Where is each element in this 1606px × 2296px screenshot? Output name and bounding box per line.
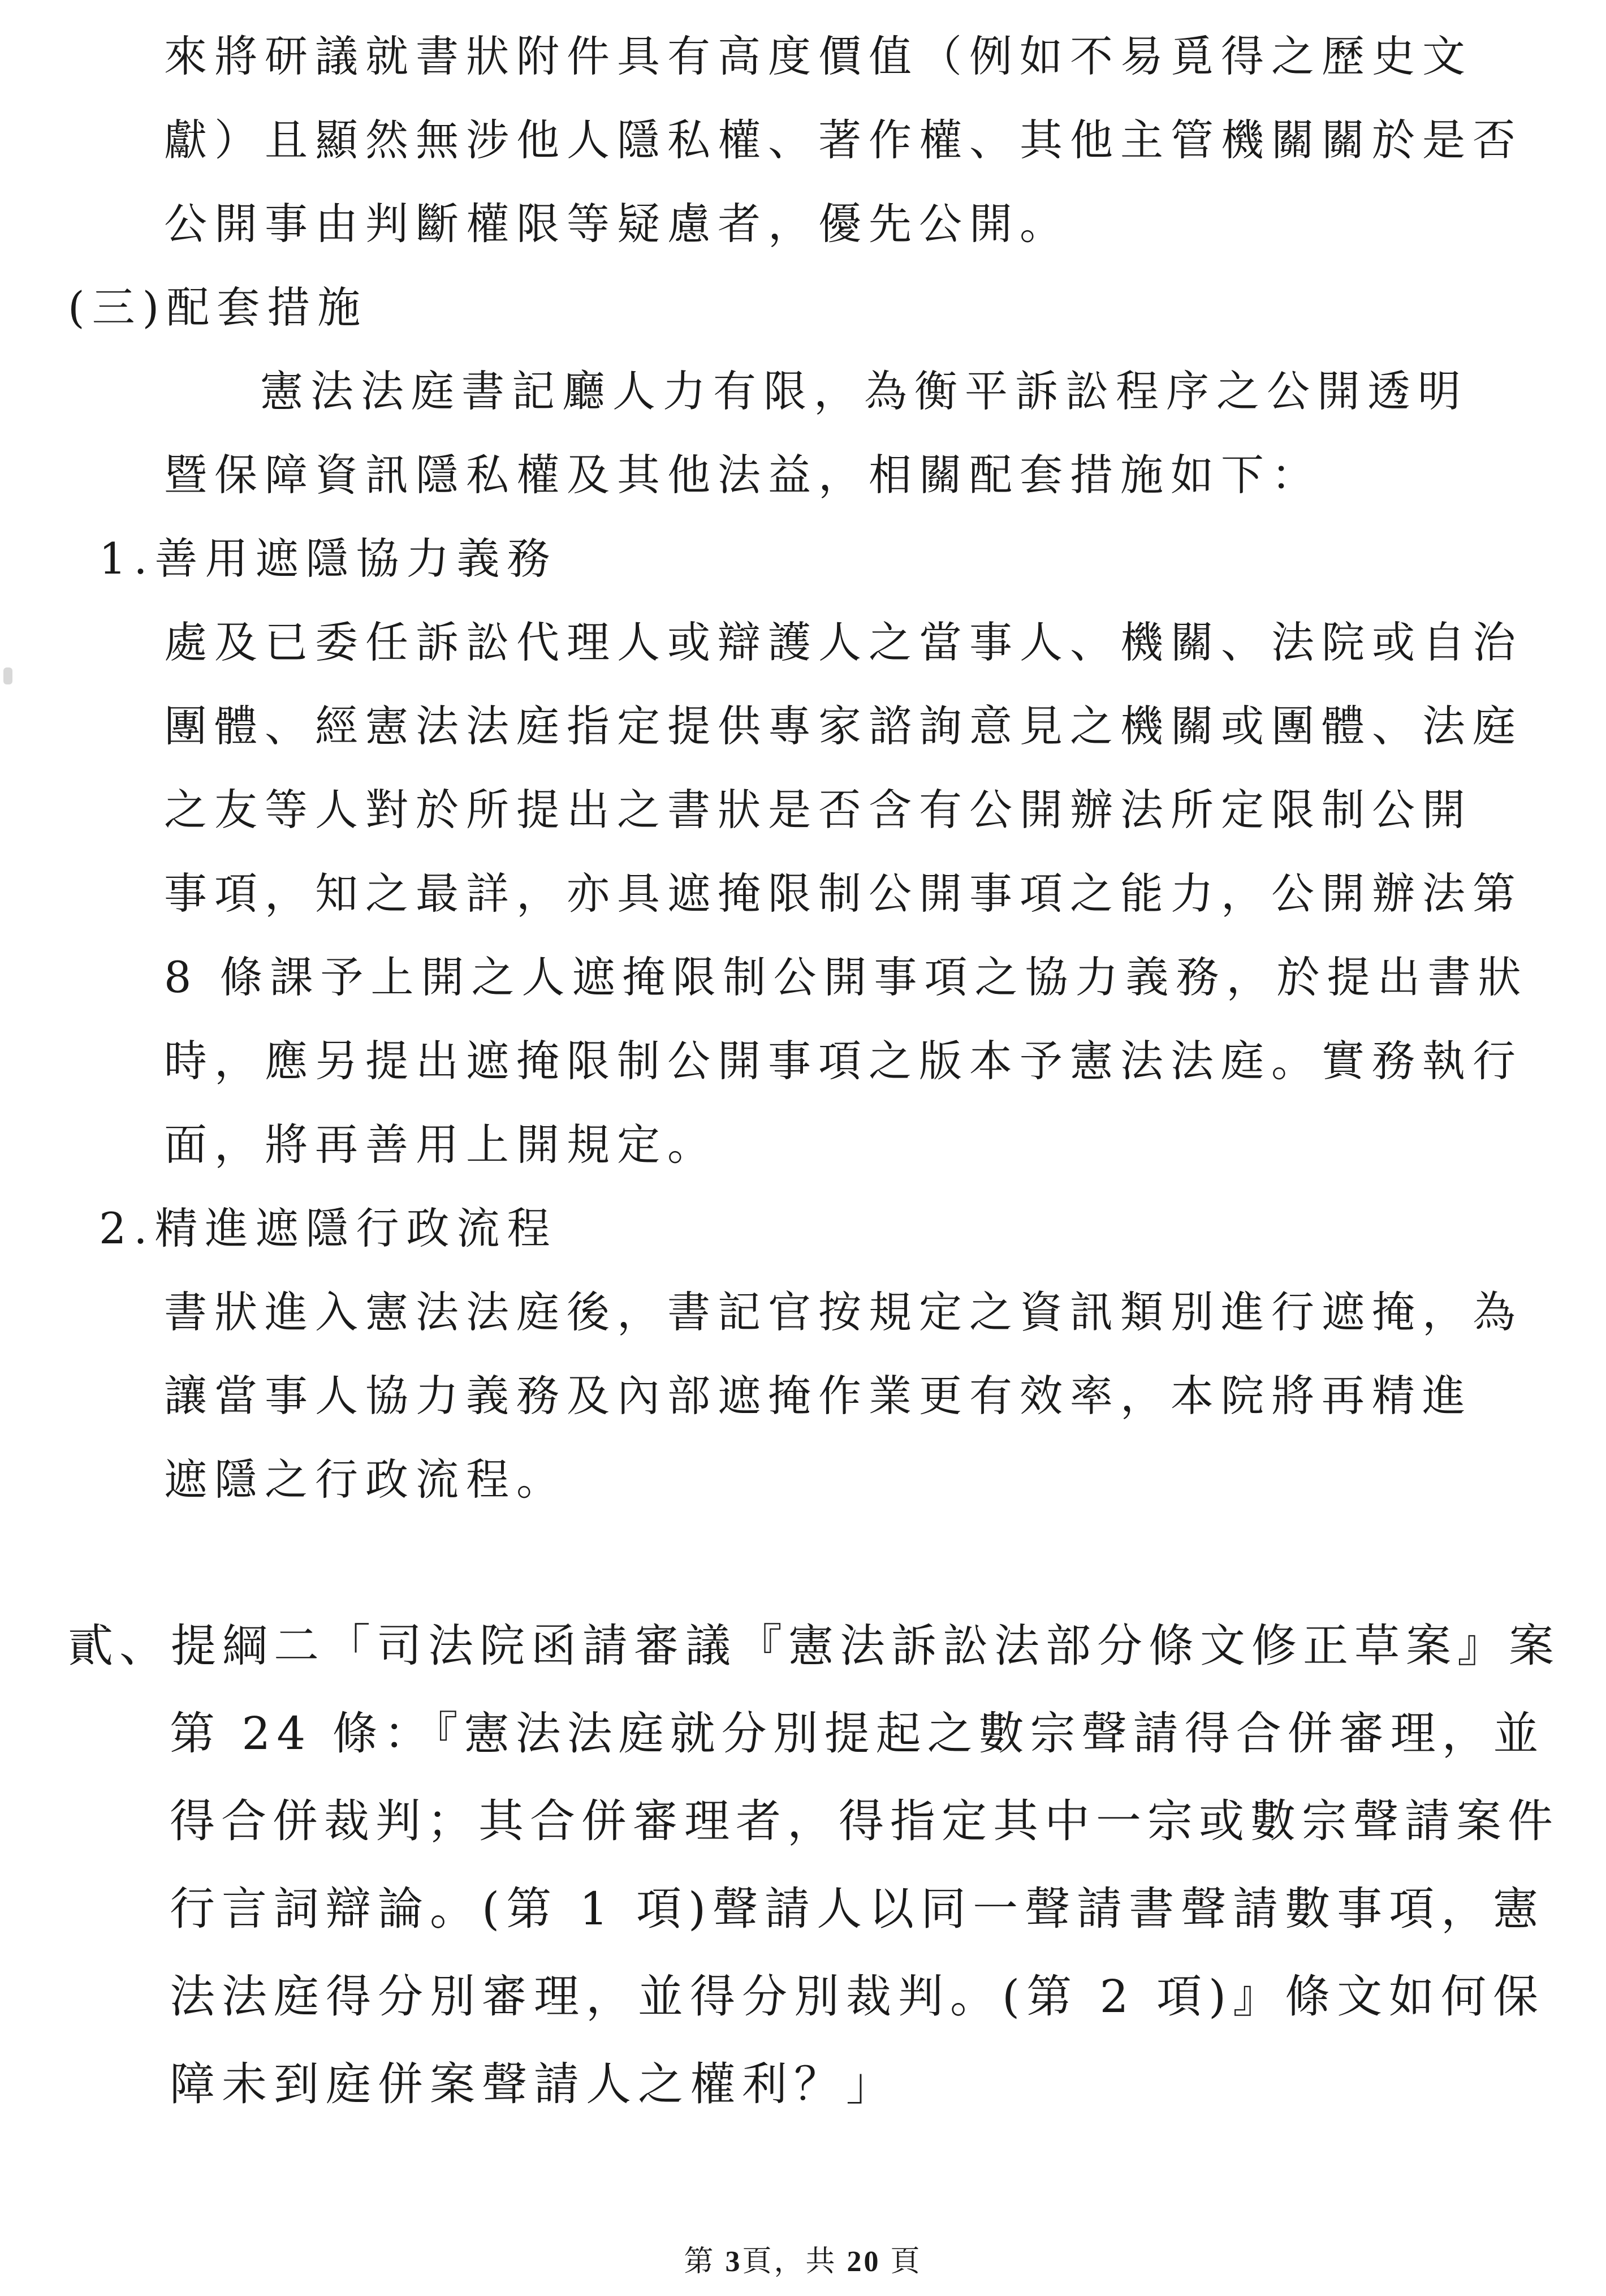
chapter-line: 得合併裁判；其合併審理者，得指定其中一宗或數宗聲請案件 (170, 1795, 1559, 1847)
body-line: 獻）且顯然無涉他人隱私權、著作權、其他主管機關關於是否 (164, 115, 1523, 165)
page-number-prefix: 第 (684, 2246, 726, 2278)
body-line: 讓當事人協力義務及內部遮掩作業更有效率，本院將再精進 (164, 1371, 1473, 1421)
item-heading: 2.精進遮隱行政流程 (99, 1203, 558, 1253)
current-page: 3 (725, 2246, 742, 2278)
body-line: 公開事由判斷權限等疑慮者，優先公開。 (164, 199, 1070, 249)
body-line: 時，應另提出遮掩限制公開事項之版本予憲法法庭。實務執行 (164, 1036, 1523, 1086)
body-line: 8 條課予上開之人遮掩限制公開事項之協力義務，於提出書狀 (164, 952, 1529, 1002)
body-line: 暨保障資訊隱私權及其他法益，相關配套措施如下： (164, 450, 1322, 500)
chapter-line: 行言詞辯論。(第 1 項)聲請人以同一聲請書聲請數事項，憲 (170, 1883, 1545, 1935)
body-line: 團體、經憲法法庭指定提供專家諮詢意見之機關或團體、法庭 (164, 701, 1523, 751)
section-heading: (三)配套措施 (68, 282, 368, 333)
body-line: 之友等人對於所提出之書狀是否含有公開辦法所定限制公開 (164, 785, 1473, 835)
body-line: 面，將再善用上開規定。 (164, 1119, 718, 1170)
chapter-line: 障未到庭併案聲請人之權利？」 (170, 2058, 898, 2110)
item-heading: 1.善用遮隱協力義務 (99, 533, 558, 584)
body-line: 處及已委任訴訟代理人或辯護人之當事人、機關、法院或自治 (164, 617, 1523, 667)
body-line: 書狀進入憲法法庭後，書記官按規定之資訊類別進行遮掩，為 (164, 1287, 1523, 1337)
body-line: 事項，知之最詳，亦具遮掩限制公開事項之能力，公開辦法第 (164, 868, 1523, 919)
chapter-line: 第 24 條：『憲法法庭就分別提起之數宗聲請得合併審理，並 (170, 1707, 1545, 1760)
chapter-line: 法法庭得分別審理，並得分別裁判。(第 2 項)』條文如何保 (170, 1970, 1545, 2023)
page-number (0, 2237, 1606, 2280)
page-number-middle: 頁，共 (742, 2246, 847, 2278)
scan-speck (3, 667, 12, 684)
total-pages: 20 (847, 2246, 881, 2278)
body-line: 憲法法庭書記廳人力有限，為衡平訴訟程序之公開透明 (260, 366, 1468, 416)
body-line: 來將研議就書狀附件具有高度價值（例如不易覓得之歷史文 (164, 31, 1473, 81)
page-number-suffix: 頁 (880, 2246, 922, 2278)
body-line: 遮隱之行政流程。 (164, 1454, 567, 1505)
chapter-heading: 貳、提綱二「司法院函請審議『憲法訴訟法部分條文修正草案』案 (68, 1619, 1560, 1672)
